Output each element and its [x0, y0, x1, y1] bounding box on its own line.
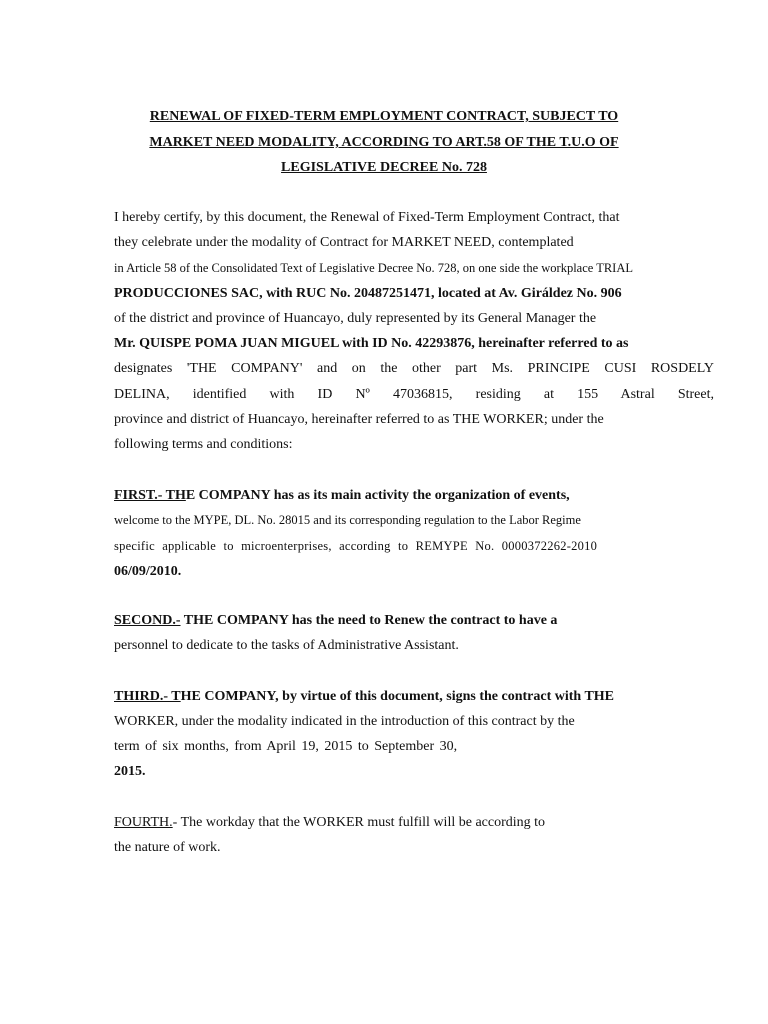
fourth-clause-text: - The workday that the WORKER must fulfill will be according to — [172, 815, 546, 830]
intro-line-5: of the district and province of Huancayo, duly represented by its General Manager the — [114, 311, 597, 326]
second-clause-line-1 — [114, 608, 557, 634]
first-clause-line-1 — [114, 483, 570, 509]
second-clause-text: THE COMPANY has the need to Renew the contract to have a — [180, 613, 558, 628]
first-clause-label: FIRST.- TH — [114, 488, 186, 503]
intro-line-3: in Article 58 of the Consolidated Text of Legislative Decree No. 728, on one side the workplace TRIAL — [114, 261, 634, 275]
third-clause-line-4: 2015. — [114, 764, 146, 779]
intro-line-10: following terms and conditions: — [114, 437, 293, 452]
first-clause-line-4: 06/09/2010. — [114, 564, 182, 579]
intro-line-7: designates 'THE COMPANY' and on the other part Ms. PRINCIPE CUSI ROSDELY — [114, 361, 714, 376]
first-clause-line-2: welcome to the MYPE, DL. No. 28015 and its corresponding regulation to the Labor Regime — [114, 513, 581, 527]
second-clause-label: SECOND.- — [114, 613, 181, 628]
fourth-clause-line-1 — [114, 810, 545, 836]
third-clause-label: THIRD.- T — [114, 689, 181, 704]
first-clause-text: E COMPANY has as its main activity the organization of events, — [185, 488, 570, 503]
third-clause-text: HE COMPANY, by virtue of this document, signs the contract with THE — [180, 689, 615, 704]
third-clause-line-2: WORKER, under the modality indicated in the introduction of this contract by the — [114, 714, 575, 729]
third-clause-line-1 — [114, 684, 614, 710]
title-line-2: MARKET NEED MODALITY, ACCORDING TO ART.58 OF THE T.U.O OF — [149, 135, 619, 150]
intro-line-1: I hereby certify, by this document, the Renewal of Fixed-Term Employment Contract, that — [114, 210, 620, 225]
fourth-clause-line-2: the nature of work. — [114, 840, 221, 855]
fourth-clause-label: FOURTH. — [114, 815, 173, 830]
third-clause-line-3: term of six months, from April 19, 2015 to September 30, — [114, 739, 458, 754]
intro-line-6: Mr. QUISPE POMA JUAN MIGUEL with ID No. 42293876, hereinafter referred to as — [114, 336, 629, 351]
first-clause-line-3: specific applicable to microenterprises, according to REMYPE No. 0000372262-2010 — [114, 539, 598, 553]
title-line-3: LEGISLATIVE DECREE No. 728 — [281, 160, 487, 175]
intro-line-9: province and district of Huancayo, hereinafter referred to as THE WORKER; under the — [114, 412, 604, 427]
second-clause-line-2: personnel to dedicate to the tasks of Administrative Assistant. — [114, 638, 459, 653]
intro-line-8: DELINA, identified with ID Nº 47036815, residing at 155 Astral Street, — [114, 387, 714, 402]
intro-line-2: they celebrate under the modality of Contract for MARKET NEED, contemplated — [114, 235, 574, 250]
intro-line-4: PRODUCCIONES SAC, with RUC No. 20487251471, located at Av. Giráldez No. 906 — [114, 286, 622, 301]
title-line-1: RENEWAL OF FIXED-TERM EMPLOYMENT CONTRACT, SUBJECT TO — [149, 109, 619, 124]
